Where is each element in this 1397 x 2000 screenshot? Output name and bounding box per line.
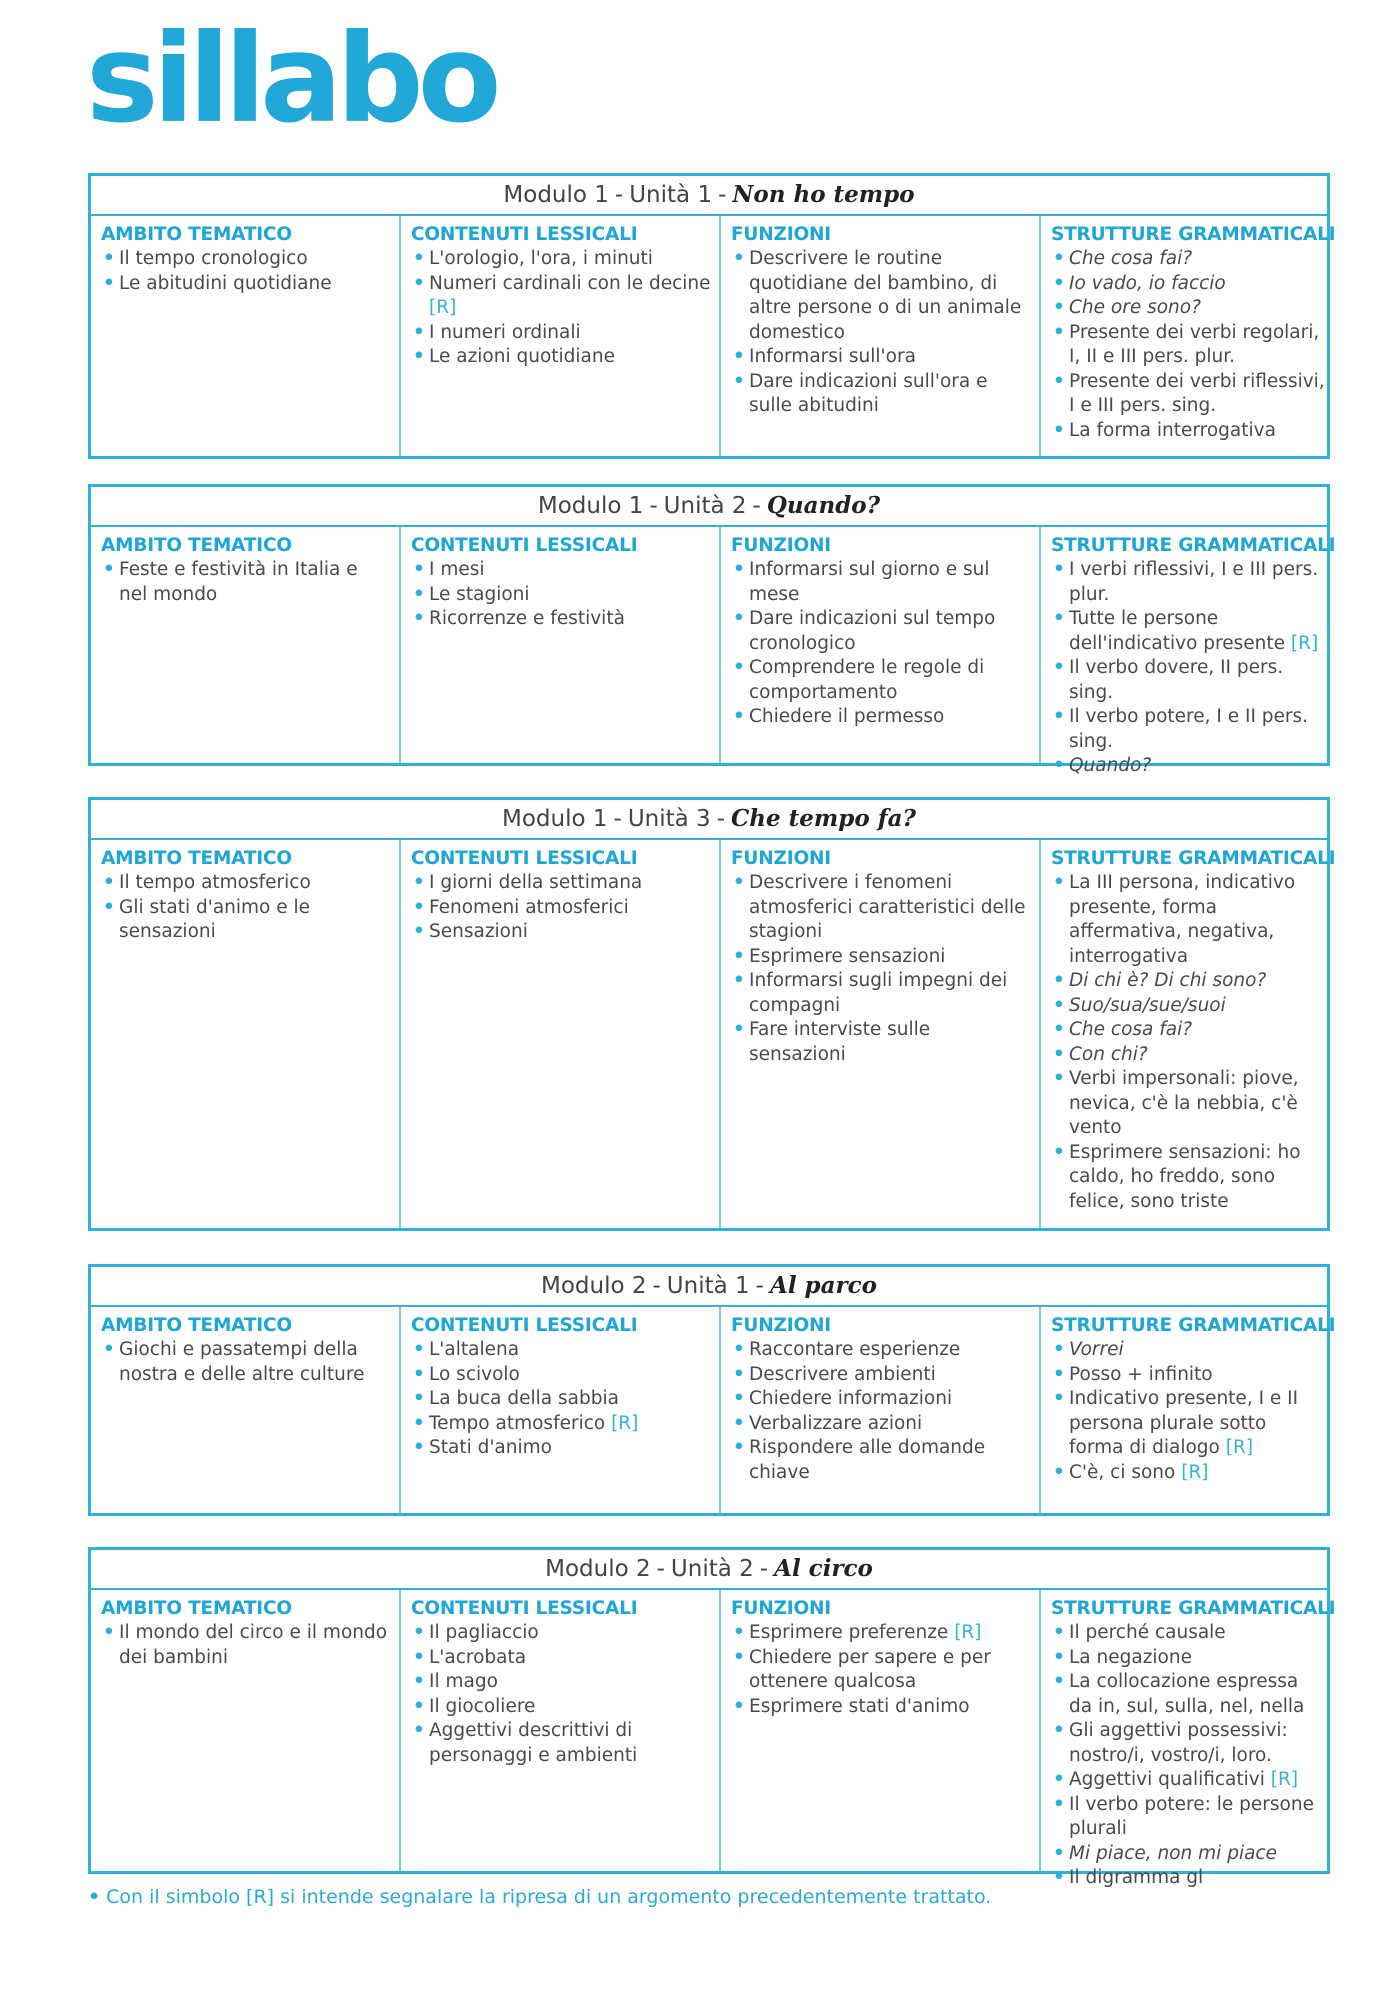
list-item: • Informarsi sull'ora [731,345,1031,370]
review-marker: [R] [1290,632,1319,654]
funzioni-heading: FUNZIONI [731,535,831,556]
list-item: • Il tempo atmosferico [101,871,391,896]
list-item: • Indicativo presente, I e II persona plurale sotto forma di dialogo [R] [1051,1387,1325,1461]
strutture-column [1041,840,1336,1228]
list-item: • Dare indicazioni sull'ora e sulle abitudini [731,370,1031,419]
contenuti-column [401,216,721,456]
list-item: • Verbalizzare azioni [731,1412,1031,1437]
funzioni-list [731,871,1031,1067]
funzioni-column [721,216,1041,456]
contenuti-list [411,871,711,945]
list-item: • L'acrobata [411,1646,711,1671]
page-title: sillabo [86,8,496,150]
strutture-column [1041,527,1336,776]
review-marker: [R] [429,297,457,318]
list-item: • Che cosa fai? [1051,247,1325,272]
contenuti-list [411,558,711,632]
list-item: • Tempo atmosferico [R] [411,1412,711,1437]
list-item: • Lo scivolo [411,1363,711,1388]
strutture-heading: STRUTTURE GRAMMATICALI [1051,535,1336,556]
strutture-heading: STRUTTURE GRAMMATICALI [1051,224,1336,245]
list-item: • Verbi impersonali: piove, nevica, c'è la nebbia, c'è vento [1051,1067,1325,1141]
ambito-column [91,216,401,456]
list-item: • Di chi è? Di chi sono? [1051,969,1325,994]
contenuti-heading: CONTENUTI LESSICALI [411,848,638,869]
unit-title: Al parco [769,1272,878,1299]
list-item: • Vorrei [1051,1338,1325,1363]
strutture-column [1041,1590,1336,1888]
module-card [88,1264,1336,1516]
ambito-list [101,558,391,607]
module-card [88,1547,1336,1888]
list-item: • Fenomeni atmosferici [411,896,711,921]
list-item: • Il giocoliere [411,1695,711,1720]
ambito-list [101,1621,391,1670]
module-label: Modulo 2 [545,1556,651,1582]
funzioni-column [721,840,1041,1228]
unit-label: Unità 1 [666,1273,750,1299]
list-item: • Io vado, io faccio [1051,272,1325,297]
list-item: • Numeri cardinali con le decine [R] [411,272,711,321]
list-item: • Raccontare esperienze [731,1338,1031,1363]
list-item: • Tutte le persone dell'indicativo presente [R] [1051,607,1325,656]
strutture-column [1041,1307,1336,1513]
list-item: • Che ore sono? [1051,296,1325,321]
list-item: • Sensazioni [411,920,711,945]
funzioni-list [731,558,1031,730]
list-item: • L'orologio, l'ora, i minuti [411,247,711,272]
list-item: • Descrivere le routine quotidiane del bambino, di altre persone o di un animale domestico [731,247,1031,345]
list-item: • Giochi e passatempi della nostra e delle altre culture [101,1338,391,1387]
unit-title: Al circo [774,1555,873,1582]
module-label: Modulo 1 [537,493,644,519]
list-item: • La forma interrogativa [1051,419,1325,444]
list-item: • Suo/sua/sue/suoi [1051,994,1325,1019]
list-item: • I verbi riflessivi, I e III pers. plur. [1051,558,1325,607]
list-item: • La collocazione espressa da in, sul, sulla, nel, nella [1051,1670,1325,1719]
list-item: • Aggettivi qualificativi [R] [1051,1768,1325,1793]
ambito-column [91,840,401,1228]
list-item: • Esprimere stati d'animo [731,1695,1031,1720]
list-item: • Chiedere per sapere e per ottenere qualcosa [731,1646,1031,1695]
contenuti-heading: CONTENUTI LESSICALI [411,535,638,556]
review-marker: [R] [954,1622,982,1643]
contenuti-heading: CONTENUTI LESSICALI [411,1598,638,1619]
strutture-column [1041,216,1336,456]
ambito-heading: AMBITO TEMATICO [101,1315,292,1336]
ambito-heading: AMBITO TEMATICO [101,1598,292,1619]
list-item: • L'altalena [411,1338,711,1363]
list-item: • I mesi [411,558,711,583]
list-item: • Il verbo potere: le persone plurali [1051,1793,1325,1842]
strutture-list [1051,1621,1325,1891]
ambito-column [91,1590,401,1871]
list-item: • La negazione [1051,1646,1325,1671]
ambito-heading: AMBITO TEMATICO [101,224,292,245]
module-header: Modulo 1 - Unità 1 - Non ho tempo [91,176,1327,216]
list-item: • Presente dei verbi riflessivi, I e III pers. sing. [1051,370,1325,419]
funzioni-heading: FUNZIONI [731,1315,831,1336]
list-item: • Il mondo del circo e il mondo dei bambini [101,1621,391,1670]
list-item: • Mi piace, non mi piace [1051,1842,1325,1867]
list-item: • Il verbo dovere, II pers. sing. [1051,656,1325,705]
list-item: • Il tempo cronologico [101,247,391,272]
contenuti-column [401,1590,721,1871]
strutture-heading: STRUTTURE GRAMMATICALI [1051,1315,1336,1336]
list-item: • Il verbo potere, I e II pers. sing. [1051,705,1325,754]
contenuti-list [411,247,711,370]
list-item: • Il perché causale [1051,1621,1325,1646]
ambito-list [101,871,391,945]
funzioni-column [721,1590,1041,1871]
list-item: • Le abitudini quotidiane [101,272,391,297]
contenuti-heading: CONTENUTI LESSICALI [411,1315,638,1336]
list-item: • Le azioni quotidiane [411,345,711,370]
module-label: Modulo 1 [502,806,608,832]
list-item: • Dare indicazioni sul tempo cronologico [731,607,1031,656]
funzioni-list [731,1621,1031,1719]
review-marker: [R] [1181,1461,1209,1483]
strutture-heading: STRUTTURE GRAMMATICALI [1051,1598,1336,1619]
module-card [88,484,1336,776]
strutture-list [1051,1338,1325,1485]
unit-title: Quando? [766,492,881,519]
list-item: • I numeri ordinali [411,321,711,346]
review-marker: [R] [1270,1769,1299,1790]
contenuti-heading: CONTENUTI LESSICALI [411,224,638,245]
list-item: • Informarsi sul giorno e sul mese [731,558,1031,607]
funzioni-heading: FUNZIONI [731,224,831,245]
ambito-heading: AMBITO TEMATICO [101,535,292,556]
module-header: Modulo 1 - Unità 3 - Che tempo fa? [91,800,1327,840]
list-item: • Le stagioni [411,583,711,608]
ambito-column [91,1307,401,1513]
funzioni-list [731,1338,1031,1485]
list-item: • Il mago [411,1670,711,1695]
list-item: • Quando? [1051,754,1325,779]
list-item: • La III persona, indicativo presente, forma affermativa, negativa, interrogativa [1051,871,1325,969]
list-item: • Descrivere i fenomeni atmosferici caratteristici delle stagioni [731,871,1031,945]
ambito-heading: AMBITO TEMATICO [101,848,292,869]
unit-title: Non ho tempo [732,181,915,208]
strutture-list [1051,558,1325,779]
unit-label: Unità 3 [627,806,711,832]
ambito-list [101,247,391,296]
list-item: • Esprimere sensazioni: ho caldo, ho freddo, sono felice, sono triste [1051,1141,1325,1215]
ambito-list [101,1338,391,1387]
list-item: • Il digramma gl [1051,1866,1325,1891]
review-marker: [R] [1225,1437,1254,1458]
list-item: • I giorni della settimana [411,871,711,896]
list-item: • Ricorrenze e festività [411,607,711,632]
list-item: • Feste e festività in Italia e nel mondo [101,558,391,607]
list-item: • Gli aggettivi possessivi: nostro/i, vostro/i, loro. [1051,1719,1325,1768]
unit-label: Unità 1 [629,182,713,208]
module-header: Modulo 2 - Unità 2 - Al circo [91,1550,1327,1590]
module-card [88,797,1336,1231]
funzioni-heading: FUNZIONI [731,848,831,869]
list-item: • Gli stati d'animo e le sensazioni [101,896,391,945]
strutture-list [1051,871,1325,1214]
strutture-heading: STRUTTURE GRAMMATICALI [1051,848,1336,869]
list-item: • Chiedere il permesso [731,705,1031,730]
review-marker: [R] [611,1412,639,1434]
list-item: • Chiedere informazioni [731,1387,1031,1412]
list-item: • Rispondere alle domande chiave [731,1436,1031,1485]
contenuti-list [411,1621,711,1768]
funzioni-heading: FUNZIONI [731,1598,831,1619]
list-item: • La buca della sabbia [411,1387,711,1412]
module-label: Modulo 1 [503,182,609,208]
list-item: • C'è, ci sono [R] [1051,1461,1325,1486]
unit-label: Unità 2 [663,493,747,519]
list-item: • Aggettivi descrittivi di personaggi e ambienti [411,1719,711,1768]
unit-title: Che tempo fa? [731,805,916,832]
funzioni-column [721,1307,1041,1513]
strutture-list [1051,247,1325,443]
contenuti-column [401,527,721,763]
list-item: • Comprendere le regole di comportamento [731,656,1031,705]
ambito-column [91,527,401,763]
list-item: • Posso + infinito [1051,1363,1325,1388]
unit-label: Unità 2 [670,1556,754,1582]
list-item: • Che cosa fai? [1051,1018,1325,1043]
module-card [88,173,1336,459]
list-item: • Fare interviste sulle sensazioni [731,1018,1031,1067]
module-label: Modulo 2 [540,1273,647,1299]
list-item: • Informarsi sugli impegni dei compagni [731,969,1031,1018]
list-item: • Esprimere sensazioni [731,945,1031,970]
footnote-text: Con il simbolo [R] si intende segnalare la ripresa di un argomento precedentemente trattato. [106,1886,992,1908]
contenuti-column [401,1307,721,1513]
list-item: • Con chi? [1051,1043,1325,1068]
footnote: • Con il simbolo [R] si intende segnalare la ripresa di un argomento precedentemente trattato. [88,1886,992,1908]
contenuti-column [401,840,721,1228]
funzioni-column [721,527,1041,763]
funzioni-list [731,247,1031,419]
contenuti-list [411,1338,711,1461]
list-item: • Descrivere ambienti [731,1363,1031,1388]
list-item: • Il pagliaccio [411,1621,711,1646]
list-item: • Stati d'animo [411,1436,711,1461]
list-item: • Presente dei verbi regolari, I, II e III pers. plur. [1051,321,1325,370]
list-item: • Esprimere preferenze [R] [731,1621,1031,1646]
module-header: Modulo 1 - Unità 2 - Quando? [91,487,1327,527]
module-header: Modulo 2 - Unità 1 - Al parco [91,1267,1327,1307]
